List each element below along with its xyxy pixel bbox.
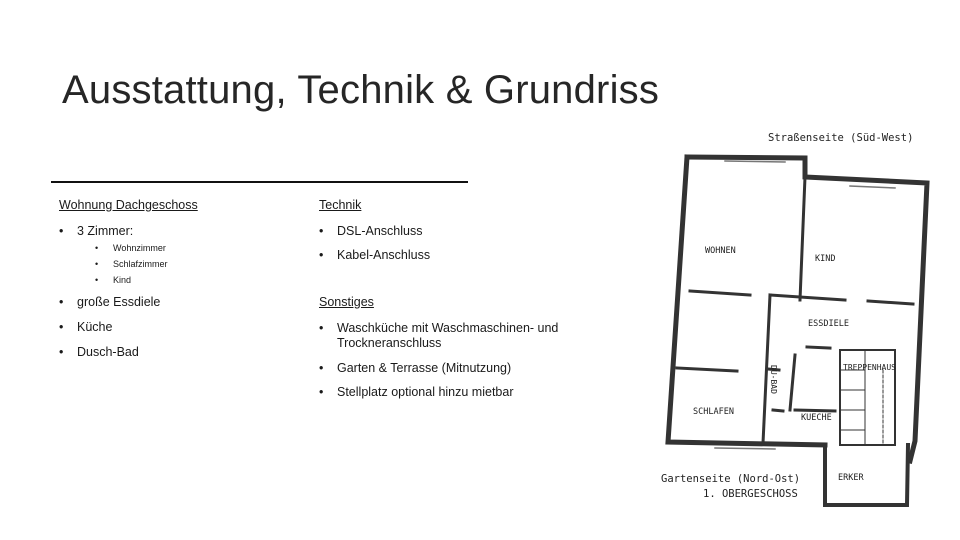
list-item bbox=[59, 224, 299, 287]
sonstiges-heading: Sonstiges bbox=[319, 294, 374, 309]
technik-list bbox=[319, 224, 589, 264]
sub-list-item: • Schlafzimmer bbox=[95, 259, 299, 271]
zimmer-sublist bbox=[77, 243, 299, 286]
room-treppenhaus: TREPPENHAUS bbox=[843, 363, 896, 372]
list-item: • Waschküche mit Waschmaschinen- und Trockneranschluss bbox=[319, 321, 577, 352]
sub-list-item: • Kind bbox=[95, 275, 299, 287]
sub-list-item: • Wohnzimmer bbox=[95, 243, 299, 255]
list-item: • Dusch-Bad bbox=[59, 345, 299, 361]
list-item: • Kabel-Anschluss bbox=[319, 248, 589, 264]
technik-heading: Technik bbox=[319, 198, 362, 212]
room-du-bad: DU-BAD bbox=[769, 365, 778, 394]
room-schlafen: SCHLAFEN bbox=[693, 407, 734, 417]
floor-plan bbox=[655, 125, 935, 515]
slide-title: Ausstattung, Technik & Grundriss bbox=[62, 68, 660, 112]
list-item: • Garten & Terrasse (Mitnutzung) bbox=[319, 361, 589, 377]
street-side-label: Straßenseite (Süd-West) bbox=[768, 132, 914, 144]
room-kueche: KUECHE bbox=[801, 413, 832, 423]
room-wohnen: WOHNEN bbox=[705, 246, 736, 256]
list-item: • Stellplatz optional hinzu mietbar bbox=[319, 385, 589, 401]
list-item: • Küche bbox=[59, 320, 299, 336]
technik-column bbox=[319, 198, 589, 410]
room-kind: KIND bbox=[815, 254, 836, 264]
wohnung-column bbox=[59, 198, 299, 369]
wohnung-heading: Wohnung Dachgeschoss bbox=[59, 198, 198, 212]
list-item-label: 3 Zimmer: bbox=[77, 223, 134, 238]
floor-level-label: 1. OBERGESCHOSS bbox=[703, 488, 798, 500]
wohnung-list bbox=[59, 224, 299, 361]
title-divider bbox=[51, 181, 468, 183]
room-essdiele: ESSDIELE bbox=[808, 319, 849, 329]
garden-side-label: Gartenseite (Nord-Ost) bbox=[661, 473, 801, 485]
room-erker: ERKER bbox=[838, 473, 864, 483]
sonstiges-list bbox=[319, 321, 589, 402]
list-item: • große Essdiele bbox=[59, 295, 299, 311]
list-item: • DSL-Anschluss bbox=[319, 224, 589, 240]
